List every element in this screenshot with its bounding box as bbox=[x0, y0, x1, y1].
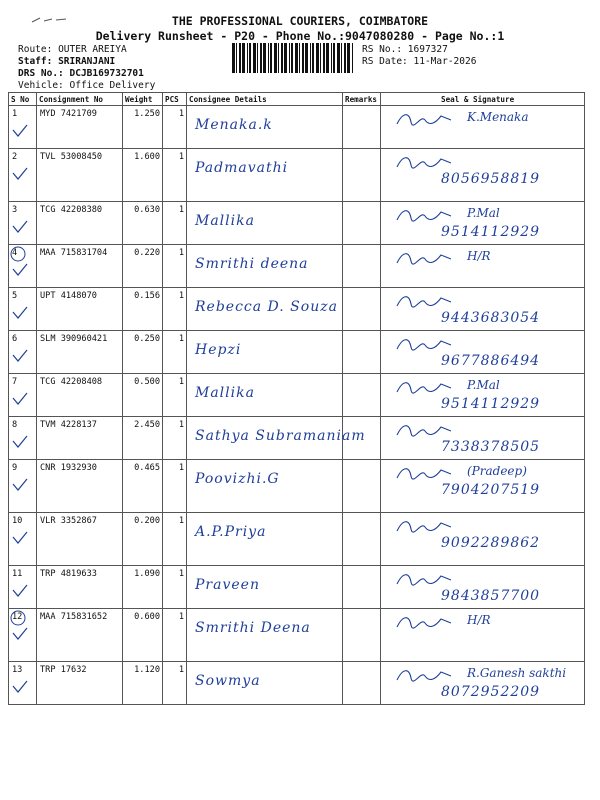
column-header: Seal & Signature bbox=[381, 93, 585, 106]
signature-name: H/R bbox=[467, 613, 491, 627]
check-mark-icon bbox=[11, 306, 29, 320]
consignee-name: Hepzi bbox=[195, 342, 242, 358]
weight: 1.250 bbox=[123, 106, 163, 149]
serial-number-cell bbox=[9, 513, 37, 566]
check-mark-icon bbox=[11, 680, 29, 694]
table-row bbox=[9, 106, 585, 149]
staff-value: SRIRANJANI bbox=[58, 56, 116, 67]
barcode-bar bbox=[316, 43, 319, 73]
consignee-cell bbox=[187, 374, 343, 417]
remarks-cell bbox=[343, 149, 381, 202]
barcode-bar bbox=[344, 43, 346, 73]
column-header: Remarks bbox=[343, 93, 381, 106]
check-mark-icon bbox=[11, 392, 29, 406]
serial-number-cell bbox=[9, 662, 37, 705]
signature-phone: 9514112929 bbox=[441, 224, 541, 240]
consignment-number: TCG 42208408 bbox=[37, 374, 123, 417]
weight: 1.090 bbox=[123, 566, 163, 609]
signature-area bbox=[381, 149, 584, 201]
pieces: 1 bbox=[163, 202, 187, 245]
signature-scribble-icon bbox=[395, 613, 455, 633]
table-row bbox=[9, 202, 585, 245]
remarks-cell bbox=[343, 331, 381, 374]
barcode-bar bbox=[268, 43, 269, 73]
barcode bbox=[232, 43, 356, 73]
barcode-bar bbox=[270, 43, 272, 73]
pieces: 1 bbox=[163, 609, 187, 662]
serial-number-cell bbox=[9, 417, 37, 460]
remarks-cell bbox=[343, 513, 381, 566]
consignment-number: TVM 4228137 bbox=[37, 417, 123, 460]
barcode-bar bbox=[331, 43, 332, 73]
signature-phone: 9843857700 bbox=[441, 588, 541, 604]
signature-cell bbox=[381, 662, 585, 705]
pieces: 1 bbox=[163, 288, 187, 331]
signature-name: P.Mal bbox=[467, 378, 500, 392]
barcode-bar bbox=[333, 43, 335, 73]
table-row bbox=[9, 374, 585, 417]
rs-no-label: RS No.: bbox=[362, 44, 403, 55]
signature-cell bbox=[381, 288, 585, 331]
check-mark-icon bbox=[11, 478, 29, 492]
signature-area bbox=[381, 288, 584, 330]
barcode-bar bbox=[310, 43, 311, 73]
vehicle-label: Vehicle: bbox=[18, 80, 64, 91]
consignee-cell bbox=[187, 288, 343, 331]
signature-name: R.Ganesh sakthi bbox=[467, 666, 567, 680]
remarks-cell bbox=[343, 566, 381, 609]
serial-number: 7 bbox=[12, 377, 18, 387]
signature-cell bbox=[381, 609, 585, 662]
signature-area bbox=[381, 662, 584, 704]
consignee-cell bbox=[187, 106, 343, 149]
serial-number-cell bbox=[9, 106, 37, 149]
table-header-row bbox=[9, 93, 585, 106]
consignee-cell bbox=[187, 202, 343, 245]
consignee-name: A.P.Priya bbox=[195, 524, 267, 540]
consignee-cell bbox=[187, 149, 343, 202]
weight: 0.250 bbox=[123, 331, 163, 374]
signature-name: (Pradeep) bbox=[467, 464, 527, 478]
barcode-bar bbox=[284, 43, 287, 73]
check-mark-icon bbox=[11, 531, 29, 545]
check-mark-icon bbox=[11, 349, 29, 363]
signature-scribble-icon bbox=[395, 335, 455, 355]
table-row bbox=[9, 662, 585, 705]
consignee-cell bbox=[187, 609, 343, 662]
serial-number-cell bbox=[9, 460, 37, 513]
pieces: 1 bbox=[163, 662, 187, 705]
signature-name: K.Menaka bbox=[467, 110, 529, 124]
barcode-bar bbox=[260, 43, 262, 73]
pieces: 1 bbox=[163, 566, 187, 609]
serial-number-cell bbox=[9, 609, 37, 662]
signature-area bbox=[381, 106, 584, 148]
consignment-number: SLM 390960421 bbox=[37, 331, 123, 374]
rs-date-value: 11-Mar-2026 bbox=[413, 56, 477, 67]
serial-number: 4 bbox=[12, 248, 18, 258]
signature-scribble-icon bbox=[395, 517, 455, 537]
signature-cell bbox=[381, 245, 585, 288]
serial-number-cell bbox=[9, 566, 37, 609]
rs-date-label: RS Date: bbox=[362, 56, 408, 67]
serial-number: 5 bbox=[12, 291, 18, 301]
remarks-cell bbox=[343, 662, 381, 705]
vehicle-line bbox=[18, 80, 155, 91]
barcode-bar bbox=[337, 43, 340, 73]
serial-number-cell bbox=[9, 149, 37, 202]
signature-cell bbox=[381, 202, 585, 245]
barcode-bar bbox=[320, 43, 321, 73]
table-row bbox=[9, 245, 585, 288]
signature-phone: 7338378505 bbox=[441, 439, 541, 455]
check-mark-icon bbox=[11, 627, 29, 641]
route-line bbox=[18, 44, 127, 55]
signature-phone: 7904207519 bbox=[441, 482, 541, 498]
check-mark-icon bbox=[11, 220, 29, 234]
signature-name: P.Mal bbox=[467, 206, 500, 220]
consignee-name: Poovizhi.G bbox=[195, 471, 280, 487]
pieces: 1 bbox=[163, 149, 187, 202]
consignment-number: MAA 715831652 bbox=[37, 609, 123, 662]
consignee-cell bbox=[187, 331, 343, 374]
signature-cell bbox=[381, 417, 585, 460]
table-row bbox=[9, 513, 585, 566]
consignment-number: VLR 3352867 bbox=[37, 513, 123, 566]
consignee-name: Sathya Subramaniam bbox=[195, 428, 366, 444]
table-row bbox=[9, 566, 585, 609]
consignee-name: Smrithi deena bbox=[195, 256, 309, 272]
consignee-cell bbox=[187, 662, 343, 705]
consignment-number: MYD 7421709 bbox=[37, 106, 123, 149]
consignee-cell bbox=[187, 513, 343, 566]
remarks-cell bbox=[343, 417, 381, 460]
weight: 0.200 bbox=[123, 513, 163, 566]
barcode-bar bbox=[289, 43, 290, 73]
check-mark-icon bbox=[11, 167, 29, 181]
consignment-number: TRP 17632 bbox=[37, 662, 123, 705]
consignee-name: Sowmya bbox=[195, 673, 261, 689]
signature-scribble-icon bbox=[395, 206, 455, 226]
pieces: 1 bbox=[163, 106, 187, 149]
signature-scribble-icon bbox=[395, 249, 455, 269]
signature-phone: 9514112929 bbox=[441, 396, 541, 412]
column-header: PCS bbox=[163, 93, 187, 106]
barcode-bar bbox=[341, 43, 342, 73]
barcode-bar bbox=[352, 43, 353, 73]
signature-scribble-icon bbox=[395, 570, 455, 590]
column-header: Consignee Details bbox=[187, 93, 343, 106]
company-title: THE PROFESSIONAL COURIERS, COIMBATORE bbox=[171, 14, 429, 28]
check-mark-icon bbox=[11, 584, 29, 598]
weight: 0.465 bbox=[123, 460, 163, 513]
staff-line bbox=[18, 56, 115, 67]
signature-area bbox=[381, 460, 584, 512]
column-header: Consignment No bbox=[37, 93, 123, 106]
barcode-bar bbox=[323, 43, 325, 73]
consignee-name: Praveen bbox=[195, 577, 260, 593]
serial-number: 8 bbox=[12, 420, 18, 430]
remarks-cell bbox=[343, 460, 381, 513]
barcode-bar bbox=[249, 43, 251, 73]
drs-value: DCJB169732701 bbox=[69, 68, 144, 79]
rs-no-value: 1697327 bbox=[407, 44, 448, 55]
vehicle-value: Office Delivery bbox=[69, 80, 156, 91]
signature-area bbox=[381, 417, 584, 459]
pieces: 1 bbox=[163, 331, 187, 374]
remarks-cell bbox=[343, 609, 381, 662]
column-header: Weight bbox=[123, 93, 163, 106]
table-row bbox=[9, 149, 585, 202]
consignee-name: Menaka.k bbox=[195, 117, 273, 133]
consignee-name: Smrithi Deena bbox=[195, 620, 311, 636]
drs-label: DRS No.: bbox=[18, 68, 64, 79]
barcode-bar bbox=[232, 43, 235, 73]
weight: 0.220 bbox=[123, 245, 163, 288]
runsheet-subtitle: Delivery Runsheet - P20 - Phone No.:9047080280 - Page No.:1 bbox=[95, 29, 505, 43]
serial-number-cell bbox=[9, 288, 37, 331]
signature-cell bbox=[381, 149, 585, 202]
consignment-number: MAA 715831704 bbox=[37, 245, 123, 288]
route-label: Route: bbox=[18, 44, 53, 55]
rs-date-line bbox=[362, 56, 476, 67]
signature-phone: 8072952209 bbox=[441, 684, 541, 700]
consignment-number: UPT 4148070 bbox=[37, 288, 123, 331]
consignee-name: Mallika bbox=[195, 213, 255, 229]
signature-cell bbox=[381, 106, 585, 149]
pieces: 1 bbox=[163, 245, 187, 288]
circle-mark-icon bbox=[10, 245, 28, 263]
serial-number: 6 bbox=[12, 334, 18, 344]
signature-scribble-icon bbox=[395, 666, 455, 686]
remarks-cell bbox=[343, 245, 381, 288]
table-row bbox=[9, 417, 585, 460]
serial-number-cell bbox=[9, 374, 37, 417]
remarks-cell bbox=[343, 288, 381, 331]
barcode-bar bbox=[239, 43, 241, 73]
check-mark-icon bbox=[11, 124, 29, 138]
signature-cell bbox=[381, 331, 585, 374]
barcode-bar bbox=[242, 43, 245, 73]
signature-area bbox=[381, 331, 584, 373]
barcode-bar bbox=[347, 43, 350, 73]
signature-area bbox=[381, 374, 584, 416]
table-row bbox=[9, 609, 585, 662]
barcode-bar bbox=[257, 43, 258, 73]
signature-name: H/R bbox=[467, 249, 491, 263]
remarks-cell bbox=[343, 106, 381, 149]
signature-area bbox=[381, 609, 584, 661]
signature-area bbox=[381, 566, 584, 608]
barcode-bar bbox=[291, 43, 293, 73]
signature-cell bbox=[381, 513, 585, 566]
barcode-bar bbox=[299, 43, 300, 73]
check-mark-icon bbox=[11, 263, 29, 277]
weight: 1.600 bbox=[123, 149, 163, 202]
route-value: OUTER AREIYA bbox=[58, 44, 127, 55]
weight: 2.450 bbox=[123, 417, 163, 460]
barcode-bar bbox=[312, 43, 314, 73]
signature-scribble-icon bbox=[395, 153, 455, 173]
circle-mark-icon bbox=[10, 609, 28, 627]
pieces: 1 bbox=[163, 513, 187, 566]
weight: 0.600 bbox=[123, 609, 163, 662]
consignment-number: TRP 4819633 bbox=[37, 566, 123, 609]
serial-number: 13 bbox=[12, 665, 23, 675]
signature-area bbox=[381, 245, 584, 287]
table-row bbox=[9, 331, 585, 374]
barcode-bar bbox=[253, 43, 256, 73]
serial-number: 9 bbox=[12, 463, 18, 473]
weight: 0.500 bbox=[123, 374, 163, 417]
serial-number: 12 bbox=[12, 612, 23, 622]
consignment-number: TVL 53008450 bbox=[37, 149, 123, 202]
serial-number: 10 bbox=[12, 516, 23, 526]
signature-phone: 8056958819 bbox=[441, 171, 541, 187]
serial-number: 3 bbox=[12, 205, 18, 215]
barcode-bar bbox=[302, 43, 304, 73]
signature-area bbox=[381, 202, 584, 244]
serial-number-cell bbox=[9, 331, 37, 374]
barcode-bar bbox=[281, 43, 283, 73]
consignee-name: Mallika bbox=[195, 385, 255, 401]
table-row bbox=[9, 460, 585, 513]
barcode-bar bbox=[247, 43, 248, 73]
signature-scribble-icon bbox=[395, 378, 455, 398]
pieces: 1 bbox=[163, 374, 187, 417]
signature-phone: 9443683054 bbox=[441, 310, 541, 326]
pieces: 1 bbox=[163, 417, 187, 460]
serial-number-cell bbox=[9, 245, 37, 288]
signature-scribble-icon bbox=[395, 110, 455, 130]
drs-line bbox=[18, 68, 144, 79]
barcode-bar bbox=[278, 43, 279, 73]
barcode-bar bbox=[236, 43, 237, 73]
barcode-bar bbox=[263, 43, 266, 73]
weight: 0.630 bbox=[123, 202, 163, 245]
signature-cell bbox=[381, 566, 585, 609]
table-row bbox=[9, 288, 585, 331]
barcode-bar bbox=[305, 43, 308, 73]
serial-number-cell bbox=[9, 202, 37, 245]
signature-cell bbox=[381, 460, 585, 513]
remarks-cell bbox=[343, 374, 381, 417]
remarks-cell bbox=[343, 202, 381, 245]
barcode-bar bbox=[274, 43, 277, 73]
pieces: 1 bbox=[163, 460, 187, 513]
runsheet-table bbox=[8, 92, 585, 705]
signature-scribble-icon bbox=[395, 292, 455, 312]
consignee-name: Padmavathi bbox=[195, 160, 289, 176]
weight: 0.156 bbox=[123, 288, 163, 331]
consignment-number: TCG 42208380 bbox=[37, 202, 123, 245]
signature-scribble-icon bbox=[395, 421, 455, 441]
consignee-cell bbox=[187, 245, 343, 288]
rs-no-line bbox=[362, 44, 448, 55]
consignment-number: CNR 1932930 bbox=[37, 460, 123, 513]
signature-cell bbox=[381, 374, 585, 417]
barcode-bar bbox=[295, 43, 298, 73]
serial-number: 1 bbox=[12, 109, 18, 119]
signature-area bbox=[381, 513, 584, 565]
barcode-bar bbox=[326, 43, 329, 73]
consignee-cell bbox=[187, 566, 343, 609]
check-mark-icon bbox=[11, 435, 29, 449]
signature-phone: 9677886494 bbox=[441, 353, 541, 369]
serial-number: 2 bbox=[12, 152, 18, 162]
consignee-cell bbox=[187, 460, 343, 513]
signature-phone: 9092289862 bbox=[441, 535, 541, 551]
column-header: S No bbox=[9, 93, 37, 106]
serial-number: 11 bbox=[12, 569, 23, 579]
consignee-cell bbox=[187, 417, 366, 460]
weight: 1.120 bbox=[123, 662, 163, 705]
signature-scribble-icon bbox=[395, 464, 455, 484]
consignee-name: Rebecca D. Souza bbox=[195, 299, 338, 315]
staff-label: Staff: bbox=[18, 56, 53, 67]
